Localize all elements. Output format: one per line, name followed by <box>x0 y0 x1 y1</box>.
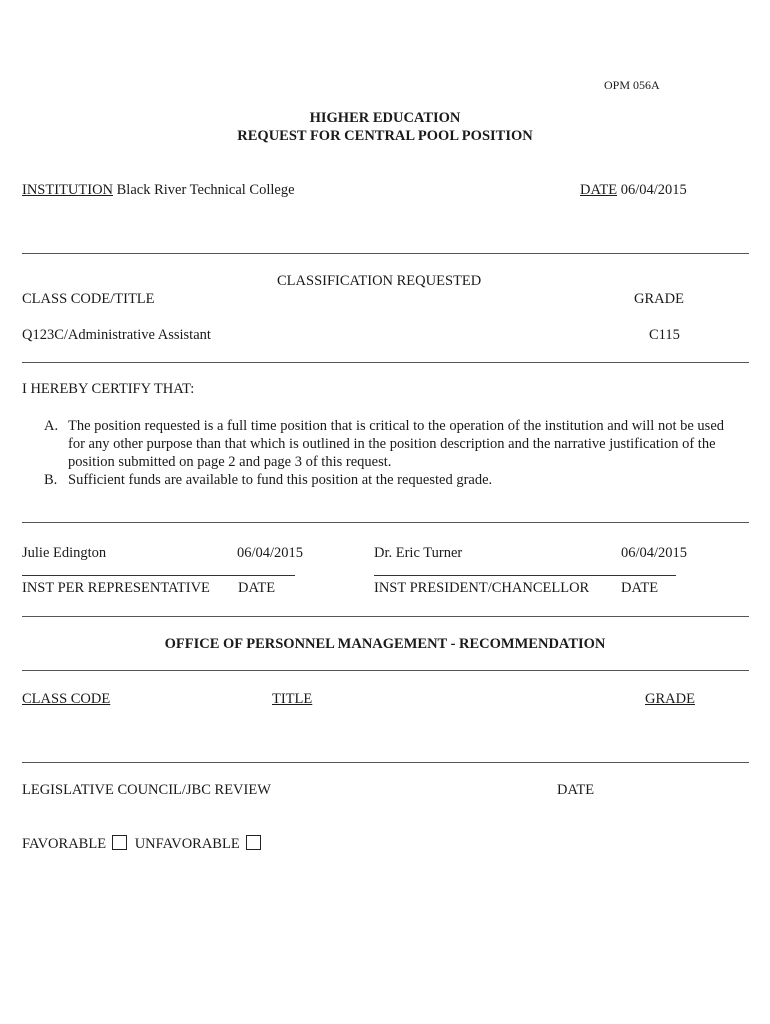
form-code: OPM 056A <box>604 78 660 92</box>
class-code-value[interactable]: Q123C/Administrative Assistant <box>22 327 211 343</box>
divider <box>22 522 749 523</box>
certify-item <box>44 471 744 489</box>
rep-name[interactable]: Julie Edington <box>22 545 107 561</box>
favorable-label: FAVORABLE <box>22 836 107 852</box>
classification-heading: CLASSIFICATION REQUESTED <box>277 273 482 289</box>
date-value[interactable]: 06/04/2015 <box>620 182 687 198</box>
president-date[interactable]: 06/04/2015 <box>621 545 688 561</box>
president-signature-line <box>374 575 676 576</box>
class-code-title-label: CLASS CODE/TITLE <box>22 291 155 307</box>
opm-class-code-label: CLASS CODE <box>22 691 111 707</box>
certify-heading: I HEREBY CERTIFY THAT: <box>22 381 195 397</box>
opm-grade-label: GRADE <box>645 691 695 707</box>
date-row <box>580 182 687 199</box>
institution-value[interactable]: Black River Technical College <box>116 182 295 198</box>
president-name[interactable]: Dr. Eric Turner <box>374 545 463 561</box>
review-label: LEGISLATIVE COUNCIL/JBC REVIEW <box>22 782 271 798</box>
form-title-line1: HIGHER EDUCATION <box>309 110 461 126</box>
form-title-line2: REQUEST FOR CENTRAL POOL POSITION <box>237 128 533 144</box>
president-date-label: DATE <box>621 580 659 596</box>
certify-list <box>44 417 744 489</box>
divider <box>22 616 749 617</box>
president-label: INST PRESIDENT/CHANCELLOR <box>374 580 590 596</box>
review-options <box>22 835 261 853</box>
divider <box>22 253 749 254</box>
rep-date[interactable]: 06/04/2015 <box>237 545 304 561</box>
favorable-checkbox[interactable] <box>112 835 127 850</box>
certify-item-text: Sufficient funds are available to fund this position at the requested grade. <box>68 472 493 488</box>
certify-item-text: The position requested is a full time position that is critical to the operation of the institution and will not be used for any other purpose than that which is outlined in the position description and the narrative justification of the position submitted on page 2 and page 3 of this request. <box>68 418 725 470</box>
certify-item-marker: A. <box>44 418 59 434</box>
divider <box>22 762 749 763</box>
rep-label: INST PER REPRESENTATIVE <box>22 580 210 596</box>
institution-row <box>22 182 295 199</box>
rep-signature-line <box>22 575 295 576</box>
divider <box>22 670 749 671</box>
unfavorable-label: UNFAVORABLE <box>134 836 240 852</box>
rep-date-label: DATE <box>238 580 276 596</box>
opm-heading: OFFICE OF PERSONNEL MANAGEMENT - RECOMMENDATION <box>164 636 606 652</box>
date-label: DATE <box>580 182 618 198</box>
institution-label: INSTITUTION <box>22 182 114 198</box>
grade-value[interactable]: C115 <box>649 327 680 343</box>
opm-title-label: TITLE <box>272 691 313 707</box>
unfavorable-checkbox[interactable] <box>246 835 261 850</box>
divider <box>22 362 749 363</box>
review-date-label: DATE <box>557 782 595 798</box>
grade-label: GRADE <box>634 291 684 307</box>
certify-item-marker: B. <box>44 472 58 488</box>
certify-item <box>44 417 744 471</box>
